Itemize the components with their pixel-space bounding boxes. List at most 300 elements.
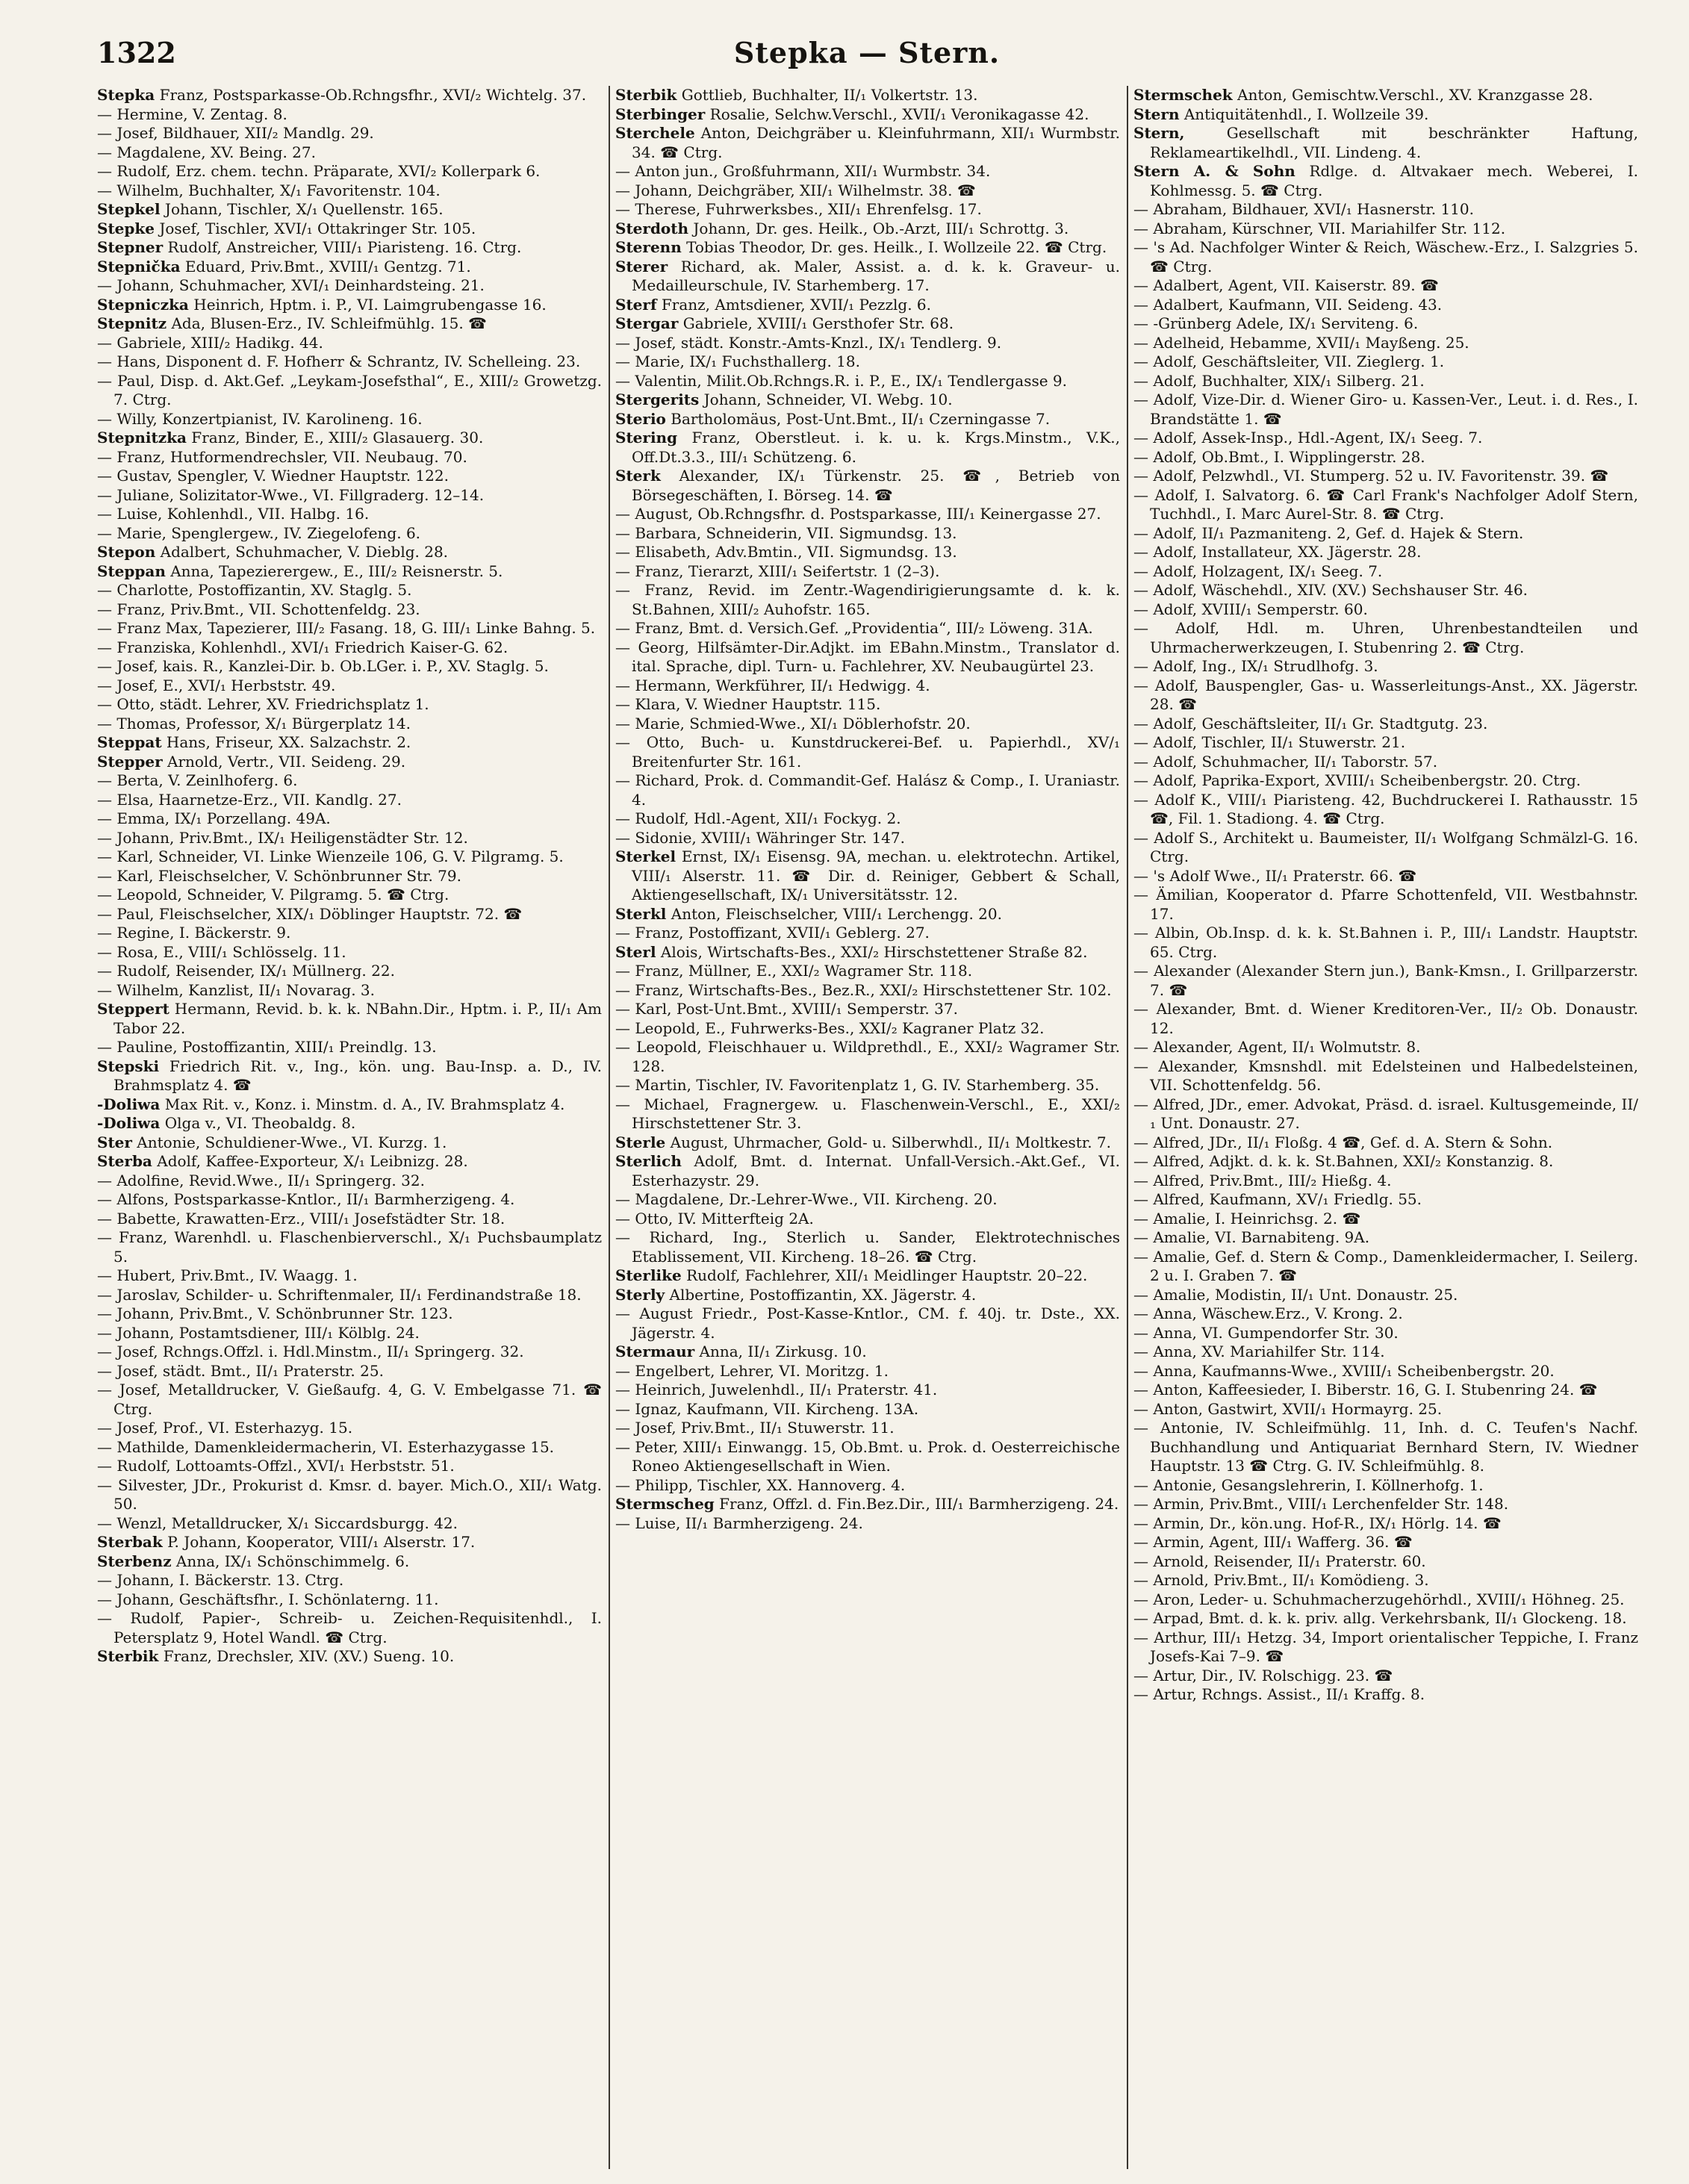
entry-text: — Sidonie, XVIII/₁ Währinger Str. 147. [615,828,905,847]
entry-text: — Adolf, Paprika-Export, XVIII/₁ Scheibenbergstr. 20. Ctrg. [1133,771,1581,789]
entry-text: — Marie, Schmied-Wwe., XI/₁ Döblerhofstr. 20. [615,714,971,732]
entry-text: P. Johann, Kooperator, VIII/₁ Alserstr. 17. [162,1533,476,1551]
entry-surname: Stepnitzka [97,429,187,447]
entry-text: Rudolf, Fachlehrer, XII/₁ Meidlinger Hauptstr. 20–22. [681,1266,1088,1284]
directory-entry [615,86,1120,105]
directory-entry [1133,276,1638,296]
directory-entry [615,1419,1120,1438]
entry-text: Max Rit. v., Konz. i. Minstm. d. A., IV. Brahmsplatz 4. [160,1095,565,1113]
directory-entry [1133,1133,1638,1153]
entry-surname: Stepnička [97,257,181,276]
directory-entry [615,1266,1120,1286]
entry-text: — Hermann, Werkführer, II/₁ Hedwigg. 4. [615,676,930,694]
entry-text: — Richard, Ing., Sterlich u. Sander, Elektrotechnisches Etablissement, VII. Kircheng. 18–26. ☎ Ctrg. [615,1228,1120,1266]
entry-text: — Amalie, I. Heinrichsg. 2. ☎ [1133,1209,1361,1228]
entry-text: — Peter, XIII/₁ Einwangg. 15, Ob.Bmt. u. Prok. d. Oesterreichische Roneo Aktiengesellschaft in Wien. [615,1437,1120,1475]
directory-entry [615,1304,1120,1343]
directory-entry [615,352,1120,372]
entry-text: — Josef, Metalldrucker, V. Gießaufg. 4, G. V. Embelgasse 71. ☎ Ctrg. [97,1381,602,1418]
entry-text: — Josef, kais. R., Kanzlei-Dir. b. Ob.LGer. i. P., XV. Staglg. 5. [97,657,549,675]
directory-entry [615,524,1120,544]
directory-entry [615,1438,1120,1476]
entry-text: — Wilhelm, Buchhalter, X/₁ Favoritenstr. 104. [97,181,441,199]
entry-text: — Adolf, Assek-Insp., Hdl.-Agent, IX/₁ Seeg. 7. [1133,429,1483,447]
entry-text: — Martin, Tischler, IV. Favoritenplatz 1, G. IV. Starhemberg. 35. [615,1076,1100,1094]
directory-entry [97,733,602,753]
directory-entry [97,314,602,334]
entry-text: Anna, Tapezierergew., E., III/₂ Reisnerstr. 5. [165,561,503,580]
directory-entry [1133,1190,1638,1210]
directory-entry [97,105,602,125]
entry-text: Rudolf, Anstreicher, VIII/₁ Piaristeng. 16. Ctrg. [163,238,522,256]
directory-entry [97,1304,602,1324]
directory-entry [1133,1552,1638,1572]
entry-text: — Gustav, Spengler, V. Wiedner Hauptstr. 122. [97,467,449,485]
directory-entry [1133,1381,1638,1400]
entry-text: — Rudolf, Erz. chem. techn. Präparate, XVI/₂ Kollerpark 6. [97,162,541,180]
directory-entry [615,220,1120,239]
entry-text: August, Uhrmacher, Gold- u. Silberwhdl., II/₁ Moltkestr. 7. [665,1133,1112,1151]
entry-surname: Sterlike [615,1266,682,1284]
directory-entry [615,1152,1120,1190]
directory-entry [1133,829,1638,867]
directory-entry [97,1609,602,1647]
directory-entry [97,791,602,810]
directory-entry [97,1571,602,1590]
entry-text: — Pauline, Postoffizantin, XIII/₁ Preindlg. 13. [97,1038,437,1056]
entry-text: — Engelbert, Lehrer, VI. Moritzg. 1. [615,1361,889,1380]
directory-entry [615,1190,1120,1210]
entry-text: — Franz, Warenhdl. u. Flaschenbierverschl., X/₁ Puchsbaumplatz 5. [97,1228,602,1266]
entry-text: — Johann, Schuhmacher, XVI/₁ Deinhardsteing. 21. [97,276,485,294]
entry-text: — Josef, Prof., VI. Esterhazyg. 15. [97,1419,353,1437]
directory-entry [615,1095,1120,1133]
entry-text: — Regine, I. Bäckerstr. 9. [97,924,291,942]
entry-text: — Anna, Kaufmanns-Wwe., XVIII/₁ Scheibenbergstr. 20. [1133,1361,1555,1380]
entry-surname: Stern, [1133,124,1185,142]
directory-entry [97,981,602,1001]
entry-text: — Anton jun., Großfuhrmann, XII/₁ Wurmbstr. 34. [615,162,991,180]
entry-text: — Rosa, E., VIII/₁ Schlösselg. 11. [97,942,346,961]
entry-text: Rosalie, Selchw.Verschl., XVII/₁ Veronikagasse 42. [705,105,1089,123]
entry-text: — Adolf, Geschäftsleiter, VII. Zieglerg. 1. [1133,352,1445,370]
directory-entry [97,753,602,772]
directory-entry [97,1172,602,1191]
entry-text: — Josef, städt. Bmt., II/₁ Praterstr. 25. [97,1361,384,1380]
directory-entry [97,1133,602,1153]
entry-text: — Adolf, Buchhalter, XIX/₁ Silberg. 21. [1133,371,1425,390]
directory-entry [615,1343,1120,1362]
entry-text: Anton, Deichgräber u. Kleinfuhrmann, XII/₁ Wurmbstr. 34. ☎ Ctrg. [632,124,1120,161]
entry-text: Anton, Fleischselcher, VIII/₁ Lerchengg. 20. [666,904,1002,923]
entry-text: — Adalbert, Kaufmann, VII. Seideng. 43. [1133,295,1443,314]
entry-text: — Rudolf, Hdl.-Agent, XII/₁ Fockyg. 2. [615,809,901,827]
entry-text: Anna, IX/₁ Schönschimmelg. 6. [171,1552,410,1570]
entry-surname: Stepnitz [97,314,167,332]
directory-entry [97,847,602,867]
directory-entry [1133,581,1638,600]
entry-text: Bartholomäus, Post-Unt.Bmt., II/₁ Czerningasse 7. [665,409,1051,428]
directory-entry [1133,1000,1638,1038]
directory-entry [97,505,602,524]
entry-text: Ernst, IX/₁ Eisensg. 9A, mechan. u. elektrotechn. Artikel, VIII/₁ Alserstr. 11. ☎ Dir. d. Reiniger, Gebbert & Schall, Aktiengesellschaft, IX/₁ Universitätsstr. 12. [632,847,1120,903]
directory-entry [615,105,1120,125]
directory-entry [97,467,602,486]
entry-text: — August Friedr., Post-Kasse-Kntlor., CM. f. 40j. tr. Dste., XX. Jägerstr. 4. [615,1304,1120,1342]
entry-text: — Adolfine, Revid.Wwe., II/₁ Springerg. 32. [97,1171,425,1189]
entry-text: — Rudolf, Papier-, Schreib- u. Zeichen-Requisitenhdl., I. Petersplatz 9, Hotel Wandl. ☎ Ctrg. [97,1609,602,1646]
page-header [90,31,1644,76]
entry-text: Anna, II/₁ Zirkusg. 10. [694,1343,867,1360]
directory-entry [97,181,602,201]
directory-entry [1133,753,1638,772]
entry-text: — Berta, V. Zeinlhoferg. 6. [97,771,298,789]
entry-surname: Stergerits [615,391,700,408]
directory-entry [1133,924,1638,962]
directory-entry [615,1514,1120,1534]
directory-entry [615,1495,1120,1514]
entry-text: — Adolf, Holzagent, IX/₁ Seeg. 7. [1133,561,1383,580]
directory-entry [97,1286,602,1305]
entry-surname: Sterf [615,295,657,314]
running-head: Stepka — Stern. [733,36,1001,69]
directory-entry [615,429,1120,467]
directory-entry [97,638,602,658]
directory-entry [615,1476,1120,1496]
entry-text: — Johann, Priv.Bmt., IX/₁ Heiligenstädter Str. 12. [97,828,468,847]
entry-text: — Leopold, Schneider, V. Pilgramg. 5. ☎ Ctrg. [97,886,450,903]
entry-text: Heinrich, Hptm. i. P., VI. Laimgrubengasse 16. [188,295,547,314]
entry-surname: -Doliwa [97,1114,161,1132]
entry-text: Alexander, IX/₁ Türkenstr. 25. ☎, Betrieb von Börsegeschäften, I. Börseg. 14. ☎ [632,467,1120,504]
entry-text: — Franz, Hutformendrechsler, VII. Neubaug. 70. [97,447,467,466]
entry-surname: Sterbinger [615,105,706,123]
entry-text: — Arthur, III/₁ Hetzg. 34, Import orientalischer Teppiche, I. Franz Josefs-Kai 7–9. ☎ [1133,1628,1638,1665]
directory-entry [97,429,602,448]
directory-entry [1133,657,1638,676]
directory-entry [1133,391,1638,429]
directory-entry [615,238,1120,258]
entry-text: — Adolf, Tischler, II/₁ Stuwerstr. 21. [1133,733,1406,751]
entry-text: — Hans, Disponent d. F. Hofherr & Schrantz, IV. Schelleing. 23. [97,352,581,370]
directory-entry [1133,162,1638,200]
directory-entry [615,124,1120,162]
entry-text: Olga v., VI. Theobaldg. 8. [160,1114,356,1132]
entry-text: — Arnold, Priv.Bmt., II/₁ Komödieng. 3. [1133,1571,1429,1589]
entry-text: — Heinrich, Juwelenhdl., II/₁ Praterstr. 41. [615,1381,938,1399]
directory-entry [1133,1685,1638,1705]
entry-text: — Rudolf, Reisender, IX/₁ Müllnerg. 22. [97,962,395,980]
entry-text: Hans, Friseur, XX. Salzachstr. 2. [161,733,411,751]
directory-entry [97,1095,602,1115]
directory-entry [615,1400,1120,1419]
directory-entry [97,1457,602,1476]
directory-entry [97,657,602,676]
directory-entry [1133,1038,1638,1057]
directory-entry [97,352,602,372]
entry-text: — Philipp, Tischler, XX. Hannoverg. 4. [615,1475,906,1494]
directory-entry [615,505,1120,524]
directory-entry [97,943,602,962]
entry-text: — Adolf, Hdl. m. Uhren, Uhrenbestandteilen und Uhrmacherwerkzeugen, I. Stubenring 2. ☎ Ctrg. [1133,619,1638,656]
entry-text: Johann, Tischler, X/₁ Quellenstr. 165. [160,200,444,218]
entry-text: — Johann, Geschäftsfhr., I. Schönlaterng. 11. [97,1590,439,1608]
directory-entry [97,1381,602,1419]
directory-entry [97,1266,602,1286]
directory-entry [615,676,1120,696]
entry-text: — Franz, Postoffizant, XVII/₁ Geblerg. 27. [615,924,930,942]
directory-entry [615,181,1120,201]
directory-entry [97,619,602,638]
directory-entry [97,715,602,734]
entry-surname: Sterio [615,409,666,428]
entry-surname: Sterk [615,467,661,485]
entry-text: Gottlieb, Buchhalter, II/₁ Volkertstr. 13. [676,86,978,104]
entry-text: — Marie, IX/₁ Fuchsthallerg. 18. [615,352,860,370]
entry-text: — Ignaz, Kaufmann, VII. Kircheng. 13A. [615,1399,919,1418]
entry-text: — Wilhelm, Kanzlist, II/₁ Novarag. 3. [97,980,376,999]
entry-text: — Otto, städt. Lehrer, XV. Friedrichsplatz 1. [97,695,429,713]
directory-entry [615,467,1120,505]
directory-entry [97,676,602,696]
directory-entry [97,562,602,582]
column-2 [615,86,1120,2169]
directory-entry [615,1381,1120,1400]
entry-text: — Franz, Revid. im Zentr.-Wagendirigierungsamte d. k. k. St.Bahnen, XIII/₂ Auhofstr. 165. [615,581,1120,618]
directory-entry [615,847,1120,905]
entry-text: — Luise, Kohlenhdl., VII. Halbg. 16. [97,505,370,523]
directory-entry [1133,524,1638,544]
directory-entry [1133,600,1638,620]
entry-text: — Therese, Fuhrwerksbes., XII/₁ Ehrenfelsg. 17. [615,200,982,218]
entry-text: — Juliane, Solizitator-Wwe., VI. Fillgraderg. 12–14. [97,485,485,504]
entry-text: — Elsa, Haarnetze-Erz., VII. Kandlg. 27. [97,790,402,809]
entry-text: — Josef, Bildhauer, XII/₂ Mandlg. 29. [97,124,374,142]
entry-surname: Steppan [97,561,166,580]
directory-entry [615,1019,1120,1039]
directory-entry [97,1343,602,1362]
entry-text: — Jaroslav, Schilder- u. Schriftenmaler, II/₁ Ferdinandstraße 18. [97,1285,582,1304]
directory-entry [615,562,1120,582]
entry-text: — Aron, Leder- u. Schuhmacherzugehörhdl., XVIII/₁ Höhneg. 25. [1133,1590,1625,1608]
entry-text: — Klara, V. Wiedner Hauptstr. 115. [615,695,881,713]
entry-text: — Johann, Postamtsdiener, III/₁ Kölblg. 24. [97,1323,420,1342]
entry-text: — Antonie, Gesangslehrerin, I. Köllnerhofg. 1. [1133,1475,1484,1494]
entry-text: Arnold, Vertr., VII. Seideng. 29. [162,752,406,771]
entry-surname: Stepon [97,543,156,561]
directory-entry [615,314,1120,334]
entry-text: — Adolf, Schuhmacher, II/₁ Taborstr. 57. [1133,752,1438,771]
entry-text: — Magdalene, Dr.-Lehrer-Wwe., VII. Kircheng. 20. [615,1190,998,1208]
entry-text: — Josef, städt. Konstr.-Amts-Knzl., IX/₁ Tendlerg. 9. [615,333,1002,352]
directory-entry [1133,962,1638,1000]
directory-entry [1133,1057,1638,1095]
directory-entry [97,1228,602,1266]
entry-text: Franz, Oberstleut. i. k. u. k. Krgs.Minstm., V.K., Off.Dt.3.3., III/₁ Schützeng. 6. [632,429,1120,466]
directory-entry [615,1133,1120,1153]
directory-entry [1133,886,1638,924]
entry-text: — Elisabeth, Adv.Bmtin., VII. Sigmundsg. 13. [615,543,957,561]
entry-text: — Johann, I. Bäckerstr. 13. Ctrg. [97,1571,344,1589]
directory-entry [1133,1304,1638,1324]
directory-entry [615,581,1120,619]
entry-surname: Sterbenz [97,1552,172,1570]
entry-text: — Amalie, Modistin, II/₁ Unt. Donaustr. 25. [1133,1285,1458,1304]
directory-entry [97,1476,602,1514]
directory-entry [1133,1343,1638,1362]
directory-entry [1133,1324,1638,1343]
directory-entry [97,276,602,296]
entry-text: — Adolf, Pelzwhdl., VI. Stumperg. 52 u. IV. Favoritenstr. 39. ☎ [1133,467,1609,485]
entry-text: — Franziska, Kohlenhdl., XVI/₁ Friedrich Kaiser-G. 62. [97,638,508,656]
directory-entry [1133,1533,1638,1552]
entry-surname: Stepke [97,219,155,237]
directory-entry [97,1647,602,1667]
entry-text: — Emma, IX/₁ Porzellang. 49A. [97,809,331,827]
entry-text: — Alfred, Adjkt. d. k. k. St.Bahnen, XXI/₂ Konstanzig. 8. [1133,1152,1554,1170]
directory-entry [1133,771,1638,791]
entry-text: — Magdalene, XV. Being. 27. [97,143,316,161]
entry-text: — 's Ad. Nachfolger Winter & Reich, Wäschew.-Erz., I. Salzgries 5. ☎ Ctrg. [1133,238,1638,276]
entry-text: — Gabriele, XIII/₂ Hadikg. 44. [97,333,323,352]
directory-entry [97,524,602,544]
entry-text: — Arnold, Reisender, II/₁ Praterstr. 60. [1133,1552,1426,1570]
directory-entry [615,372,1120,391]
entry-text: — Adolf, Wäschehdl., XIV. (XV.) Sechshauser Str. 46. [1133,581,1528,599]
entry-text: — Alexander (Alexander Stern jun.), Bank-Kmsn., I. Grillparzerstr. 7. ☎ [1133,962,1638,999]
entry-text: — Luise, II/₁ Barmherzigeng. 24. [615,1513,863,1532]
directory-entry [615,1286,1120,1305]
entry-surname: Stepniczka [97,295,189,314]
directory-entry [97,296,602,315]
entry-text: — Karl, Post-Unt.Bmt., XVIII/₁ Semperstr. 37. [615,1000,958,1018]
entry-text: — Artur, Rchngs. Assist., II/₁ Kraffg. 8. [1133,1685,1425,1703]
entry-text: — 's Adolf Wwe., II/₁ Praterstr. 66. ☎ [1133,866,1417,885]
directory-entry [97,581,602,600]
entry-text: — Charlotte, Postoffizantin, XV. Staglg. 5. [97,581,412,599]
directory-entry [97,905,602,924]
entry-text: Adolf, Bmt. d. Internat. Unfall-Versich.-Akt.Gef., VI. Esterhazystr. 29. [632,1152,1120,1189]
entry-text: — Rudolf, Lottoamts-Offzl., XVI/₁ Herbststr. 51. [97,1457,455,1475]
directory-entry [615,410,1120,429]
entry-text: — Paul, Disp. d. Akt.Gef. „Leykam-Josefsthal“, E., XIII/₂ Growetzg. 7. Ctrg. [97,371,602,408]
directory-entry [1133,715,1638,734]
directory-entry [1133,1628,1638,1667]
entry-text: — Otto, Buch- u. Kunstdruckerei-Bef. u. Papierhdl., XV/₁ Breitenfurter Str. 161. [615,733,1120,771]
directory-entry [1133,200,1638,220]
directory-entry [97,1552,602,1572]
entry-text: — Anton, Gastwirt, XVII/₁ Hormayrg. 25. [1133,1399,1443,1418]
directory-entry [1133,86,1638,105]
entry-text: — Valentin, Milit.Ob.Rchngs.R. i. P., E., IX/₁ Tendlergasse 9. [615,371,1068,390]
directory-entry [97,238,602,258]
directory-entry [97,372,602,410]
entry-text: Franz, Drechsler, XIV. (XV.) Sueng. 10. [158,1647,455,1665]
directory-entry [97,1038,602,1057]
entry-text: Franz, Binder, E., XIII/₂ Glasauerg. 30. [186,429,484,447]
directory-entry [1133,619,1638,657]
directory-entry [615,296,1120,315]
directory-entry [97,600,602,620]
directory-entry [97,220,602,239]
entry-surname: Steppat [97,733,162,751]
directory-entry [615,619,1120,638]
entry-text: — Adolf, Bauspengler, Gas- u. Wasserleitungs-Anst., XX. Jägerstr. 28. ☎ [1133,676,1638,713]
directory-entry [1133,372,1638,391]
directory-entry [1133,791,1638,829]
directory-entry [1133,1400,1638,1419]
entry-text: — Richard, Prok. d. Commandit-Gef. Halász & Comp., I. Uraniastr. 4. [615,771,1120,809]
entry-surname: Sterlich [615,1152,682,1170]
entry-text: — Adolf K., VIII/₁ Piaristeng. 42, Buchdruckerei I. Rathausstr. 15 ☎, Fil. 1. Stadiong. 4. ☎ Ctrg. [1133,790,1638,827]
entry-text: — Amalie, VI. Barnabiteng. 9A. [1133,1228,1370,1246]
entry-surname: Ster [97,1133,132,1151]
entry-text: — Adolf S., Architekt u. Baumeister, II/₁ Wolfgang Schmälzl-G. 16. Ctrg. [1133,828,1638,865]
entry-text: — Michael, Fragnergew. u. Flaschenwein-Verschl., E., XXI/₂ Hirschstettener Str. 3. [615,1095,1120,1132]
entry-text: — Adolf, Vize-Dir. d. Wiener Giro- u. Kassen-Ver., Leut. i. d. Res., I. Brandstätte 1. ☎ [1133,391,1638,428]
entry-text: — Paul, Fleischselcher, XIX/₁ Döblinger Hauptstr. 72. ☎ [97,904,523,923]
entry-surname: Stergar [615,314,679,332]
entry-text: — Otto, IV. Mitterfteig 2A. [615,1209,814,1228]
directory-entry [615,1228,1120,1266]
entry-text: — Adolf, Geschäftsleiter, II/₁ Gr. Stadtgutg. 23. [1133,714,1488,732]
directory-entry [615,733,1120,771]
entry-text: Franz, Offzl. d. Fin.Bez.Dir., III/₁ Barmherzigeng. 24. [714,1495,1119,1513]
directory-entry [1133,1362,1638,1381]
entry-text: — Alfred, JDr., emer. Advokat, Präsd. d. israel. Kultusgemeinde, II/₁ Unt. Donaustr. 27. [1133,1095,1638,1132]
directory-entry [615,543,1120,562]
entry-surname: Stering [615,429,678,447]
directory-entry [615,391,1120,410]
entry-text: — Franz Max, Tapezierer, III/₂ Fasang. 18, G. III/₁ Linke Bahng. 5. [97,619,596,637]
entry-text: — Adolf, I. Salvatorg. 6. ☎ Carl Frank's Nachfolger Adolf Stern, Tuchhdl., I. Marc Aurel-Str. 8. ☎ Ctrg. [1133,485,1638,523]
entry-text: — Adolf, Ing., IX/₁ Strudlhofg. 3. [1133,657,1378,675]
entry-text: Rdlge. d. Altvakaer mech. Weberei, I. Kohlmessg. 5. ☎ Ctrg. [1150,162,1638,199]
entry-surname: Sterba [97,1152,152,1170]
entry-text: Richard, ak. Maler, Assist. a. d. k. k. Graveur- u. Medailleurschule, IV. Starhemberg. 17. [632,257,1120,294]
directory-entry [615,162,1120,181]
entry-text: — Silvester, JDr., Prokurist d. Kmsr. d. bayer. Mich.O., XII/₁ Watg. 50. [97,1475,602,1513]
directory-entry [615,1038,1120,1076]
entry-text: — Franz, Priv.Bmt., VII. Schottenfeldg. 23. [97,600,420,618]
entry-surname: Sterbak [97,1533,163,1551]
entry-surname: Stermscheg [615,1495,715,1513]
column-divider [609,86,610,2169]
entry-text: — Armin, Agent, III/₁ Wafferg. 36. ☎ [1133,1533,1413,1551]
directory-entry [1133,1514,1638,1534]
entry-text: Antonie, Schuldiener-Wwe., VI. Kurzg. 1. [131,1133,447,1151]
directory-entry [615,771,1120,809]
entry-text: — Josef, E., XVI/₁ Herbststr. 49. [97,676,336,694]
entry-text: — Barbara, Schneiderin, VII. Sigmundsg. 13. [615,523,957,542]
entry-text: — Anna, VI. Gumpendorfer Str. 30. [1133,1323,1399,1342]
entry-surname: Stepka [97,86,155,104]
directory-entry [1133,486,1638,524]
page-number: 1322 [97,36,176,69]
entry-text: — Franz, Bmt. d. Versich.Gef. „Providentia“, III/₂ Löweng. 31A. [615,619,1093,637]
directory-entry [97,86,602,105]
entry-surname: Stepner [97,238,164,256]
directory-entry [97,924,602,943]
entry-text: Antiquitätenhdl., I. Wollzeile 39. [1179,105,1429,123]
entry-text: — Abraham, Bildhauer, XVI/₁ Hasnerstr. 110. [1133,200,1474,218]
directory-entry [1133,105,1638,125]
entry-text: — Adolf, Ob.Bmt., I. Wipplingerstr. 28. [1133,447,1425,466]
directory-entry [1133,1228,1638,1248]
directory-entry [97,486,602,505]
directory-entry [1133,1210,1638,1229]
entry-text: — Hubert, Priv.Bmt., IV. Waagg. 1. [97,1266,358,1284]
